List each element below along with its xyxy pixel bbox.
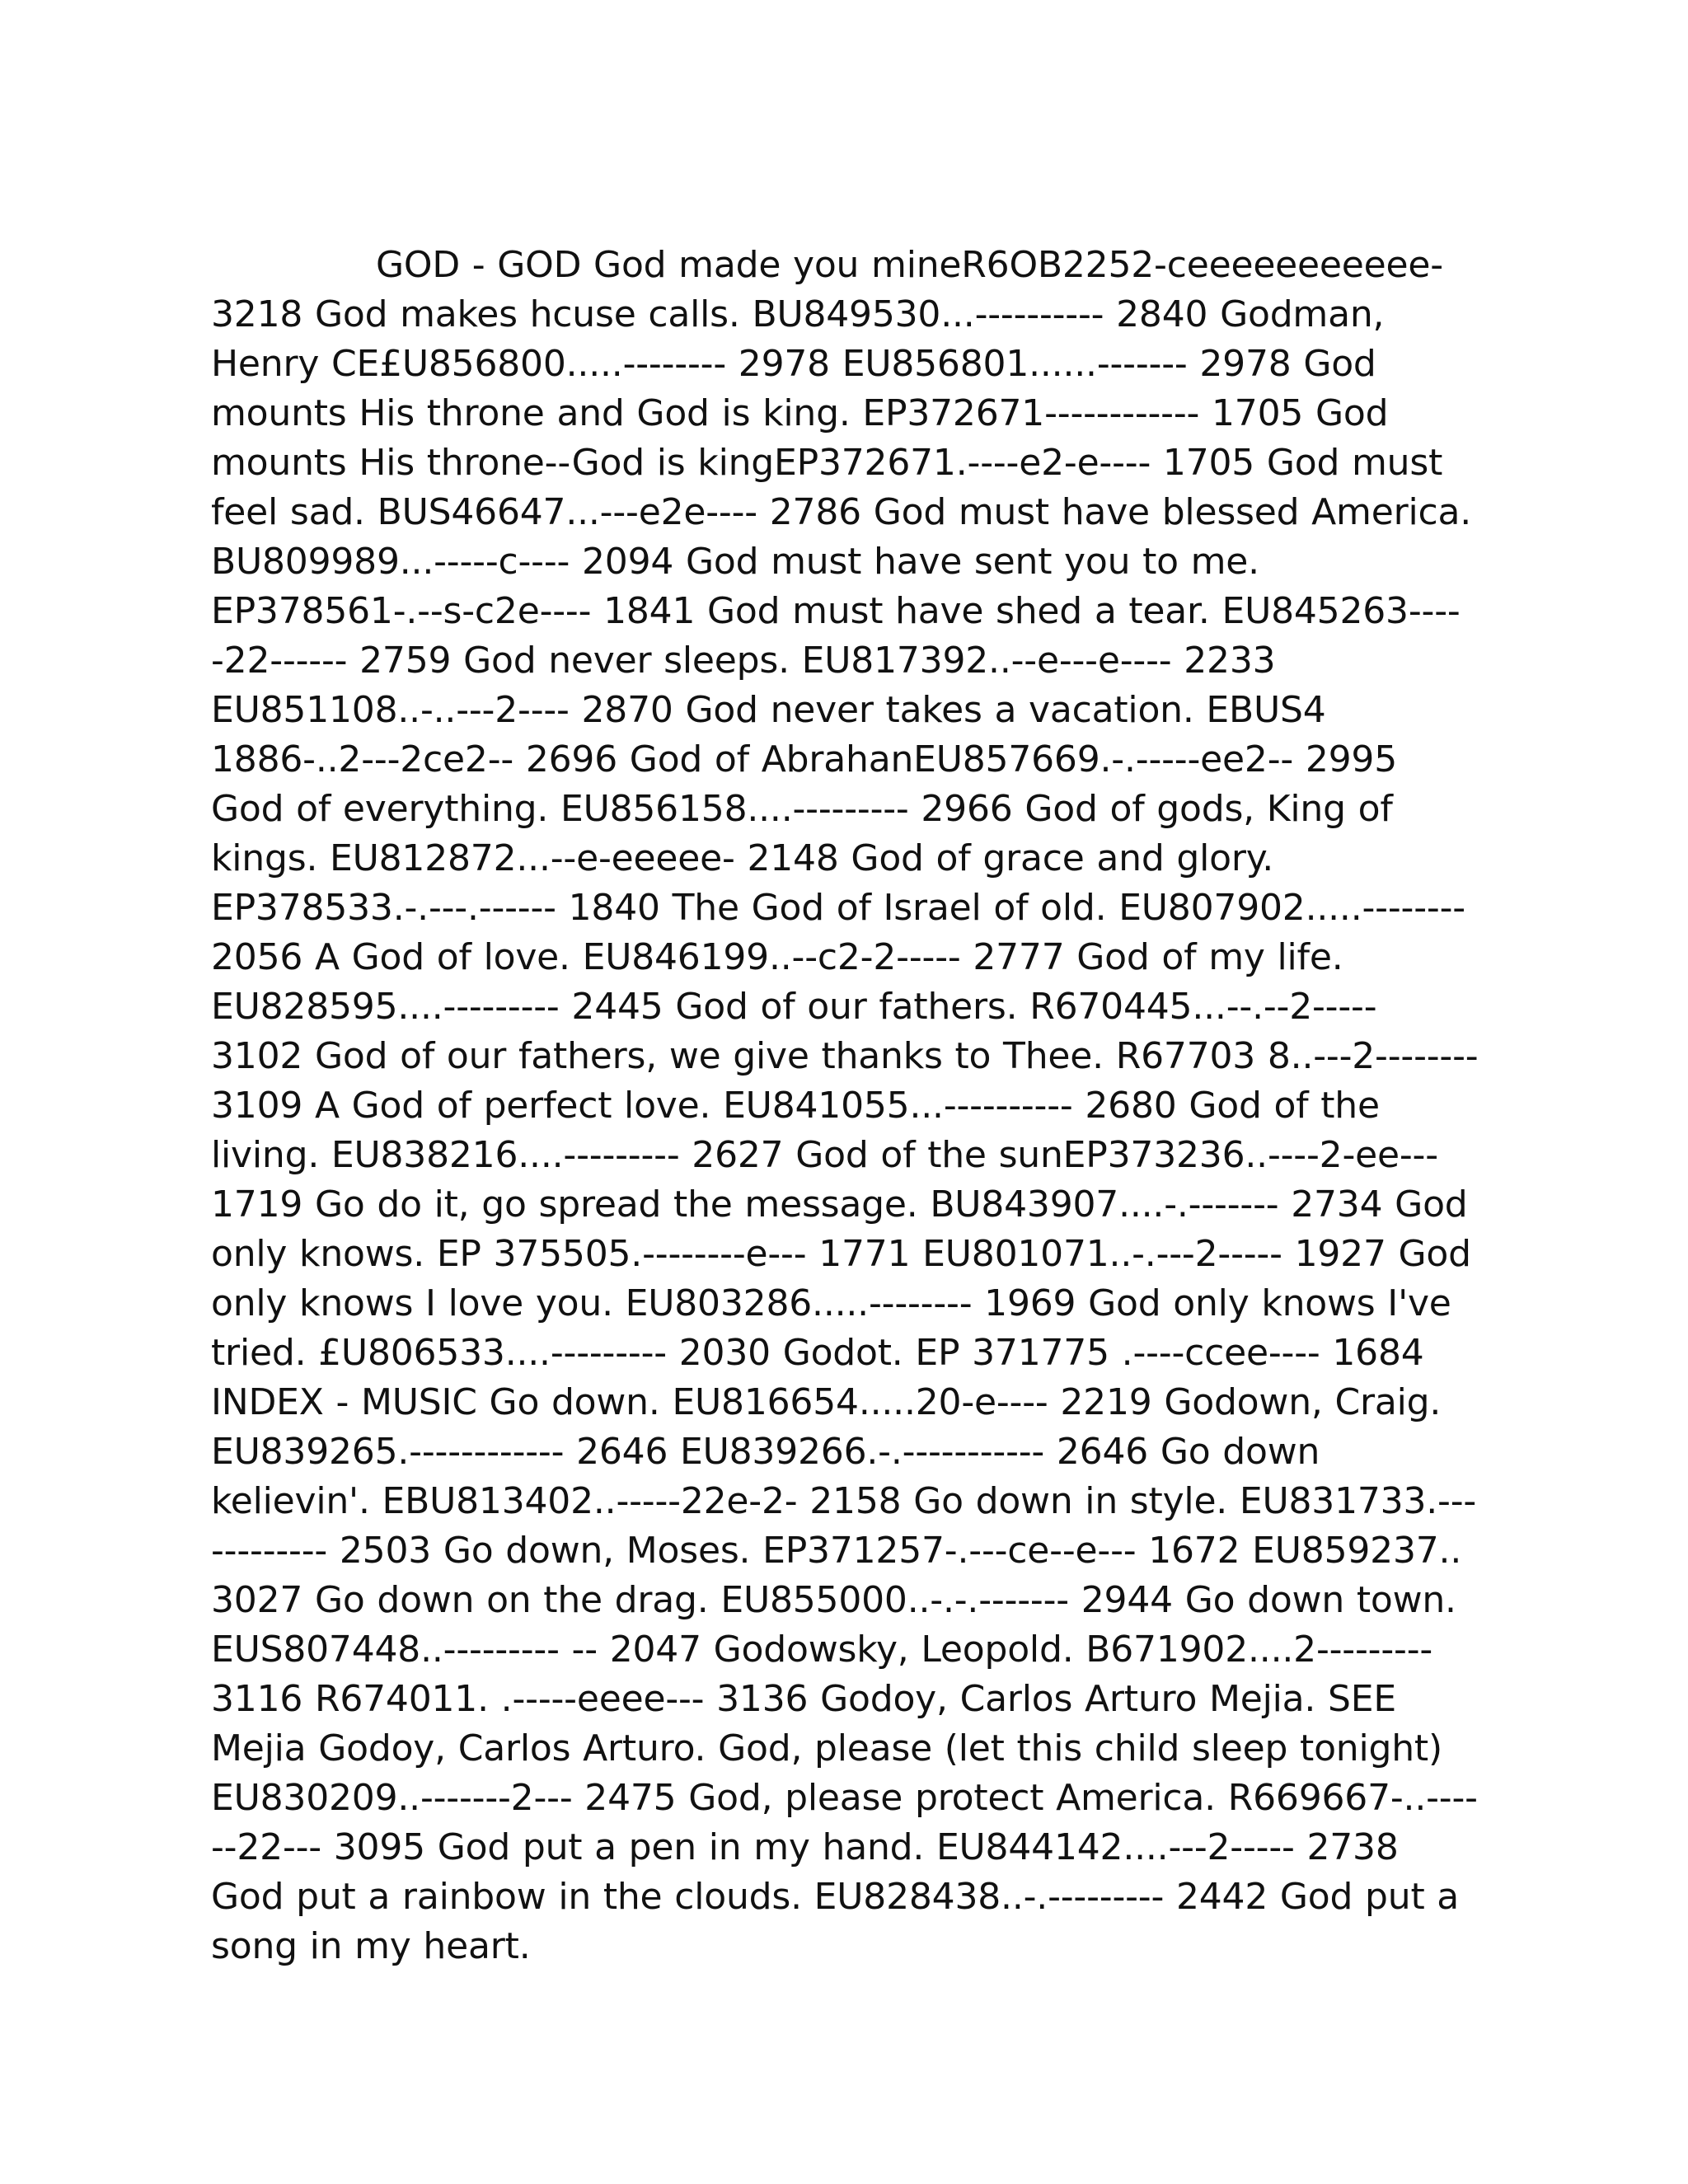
index-entries-text: GOD - GOD God made you mineR6OB2252-ceeeeeeeeeee-3218 God makes hcuse calls. BU849530...---------- 2840 Godman, Henry CE£U856800.....-------- 2978 EU856801......------- 2978 God mounts His throne and God is king. EP372671------------ 1705 God mounts His throne--God is kingEP372671.----e2-e---- 1705 God must feel sad. BUS46647...---e2e---- 2786 God must have blessed America. BU809989...-----c---- 2094 God must have sent you to me. EP378561-.--s-c2e---- 1841 God must have shed a tear. EU845263-----22------ 2759 God never sleeps. EU817392..--e---e---- 2233 EU851108..-..---2---- 2870 God never takes a vacation. EBUS4 1886-..2---2ce2-- 2696 God of AbrahanEU857669.-.-----ee2-- 2995 God of everything. EU856158....--------- 2966 God of gods, King of kings. EU812872...--e-eeeee- 2148 God of grace and glory. EP378533.-.---.------ 1840 The God of Israel of old. EU807902.....-------- 2056 A God of love. EU846199..--c2-2----- 2777 God of my life. EU828595....--------- 2445 God of our fathers. R670445...--.--2----- 3102 God of our fathers, we give thanks to Thee. R67703 8..---2-------- 3109 A God of perfect love. EU841055...---------- 2680 God of the living. EU838216....--------- 2627 God of the sunEP373236..----2-ee--- 1719 Go do it, go spread the message. BU843907....-.------- 2734 God only knows. EP 375505.--------e--- 1771 EU801071..-.---2----- 1927 God only knows I love you. EU803286.....-------- 1969 God only knows I've tried. £U806533....--------- 2030 Godot. EP 371775 .----ccee---- 1684 INDEX - MUSIC Go down. EU816654.....20-e---- 2219 Godown, Craig. EU839265.------------ 2646 EU839266.-.----------- 2646 Go down kelievin'. EBU813402..-----22e-2- 2158 Go down in style. EU831733.------------ 2503 Go down, Moses. EP371257-.---ce--e--- 1672 EU859237.. 3027 Go down on the drag. EU855000..-.-.------- 2944 Go down town. EUS807448..--------- -- 2047 Godowsky, Leopold. B671902....2--------- 3116 R674011. .-----eeee--- 3136 Godoy, Carlos Arturo Mejia. SEE Mejia Godoy, Carlos Arturo. God, please (let this child sleep tonight) EU830209..-------2--- 2475 God, please protect America. R669667-..------22--- 3095 God put a pen in my hand. EU844142....---2----- 2738 God put a rainbow in the clouds. EU828438..-.--------- 2442 God put a song in my heart. bbox=[211, 244, 1479, 1967]
